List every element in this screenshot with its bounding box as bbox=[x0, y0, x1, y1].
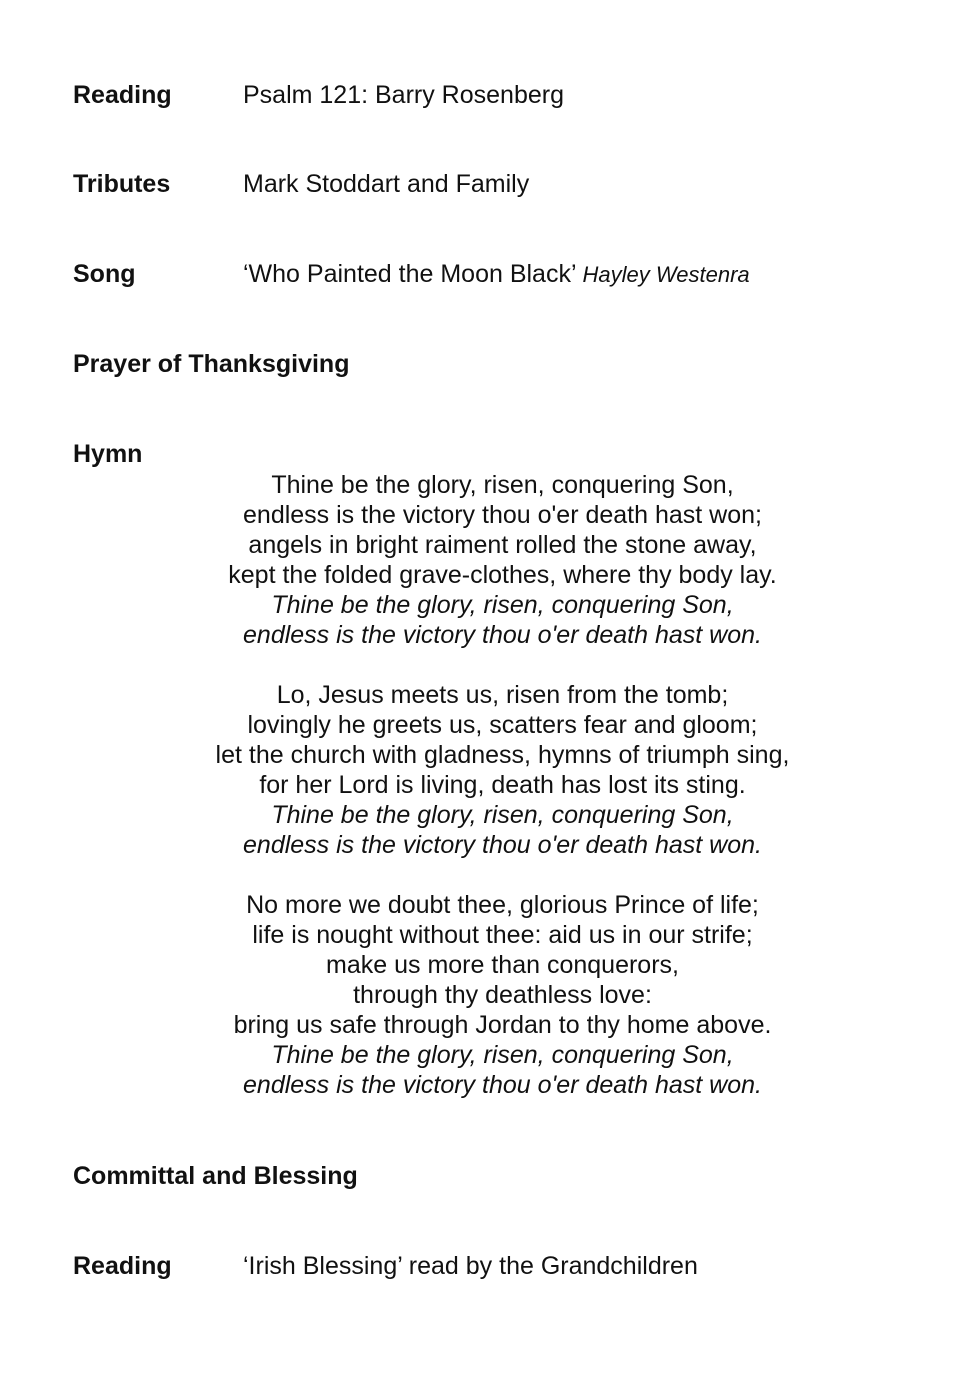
hymn-refrain-line: endless is the victory thou o'er death hast won. bbox=[243, 831, 762, 859]
hymn-verse bbox=[200, 470, 805, 650]
hymn-line: Thine be the glory, risen, conquering Son, bbox=[271, 471, 734, 499]
hymn-refrain-line: endless is the victory thou o'er death hast won. bbox=[243, 1071, 762, 1099]
closing-reading-value: ‘Irish Blessing’ read by the Grandchildren bbox=[243, 1252, 698, 1280]
hymn-refrain-line: Thine be the glory, risen, conquering Son, bbox=[271, 1041, 734, 1069]
closing-reading-label: Reading bbox=[73, 1252, 172, 1280]
hymn-label: Hymn bbox=[73, 440, 143, 468]
hymn-text bbox=[200, 470, 805, 1130]
hymn-line: let the church with gladness, hymns of triumph sing, bbox=[215, 741, 790, 769]
song-value bbox=[243, 259, 750, 290]
reading-label: Reading bbox=[73, 81, 172, 109]
hymn-verse bbox=[200, 680, 805, 860]
song-label: Song bbox=[73, 260, 136, 288]
hymn-line: life is nought without thee: aid us in our strife; bbox=[252, 921, 753, 949]
hymn-verse bbox=[200, 890, 805, 1100]
hymn-refrain-line: Thine be the glory, risen, conquering Son, bbox=[271, 801, 734, 829]
hymn-line: make us more than conquerors, bbox=[326, 951, 679, 979]
hymn-line: bring us safe through Jordan to thy home above. bbox=[233, 1011, 772, 1039]
song-performer: Hayley Westenra bbox=[582, 262, 750, 287]
hymn-line: endless is the victory thou o'er death hast won; bbox=[243, 501, 762, 529]
hymn-line: angels in bright raiment rolled the stone away, bbox=[248, 531, 757, 559]
tributes-value: Mark Stoddart and Family bbox=[243, 170, 530, 198]
hymn-line: lovingly he greets us, scatters fear and gloom; bbox=[247, 711, 758, 739]
hymn-line: Lo, Jesus meets us, risen from the tomb; bbox=[276, 681, 729, 709]
reading-value: Psalm 121: Barry Rosenberg bbox=[243, 81, 564, 109]
tributes-label: Tributes bbox=[73, 170, 171, 198]
prayer-heading: Prayer of Thanksgiving bbox=[73, 350, 350, 378]
song-title: ‘Who Painted the Moon Black’ bbox=[243, 260, 576, 288]
hymn-line: No more we doubt thee, glorious Prince of life; bbox=[246, 891, 759, 919]
hymn-line: kept the folded grave-clothes, where thy body lay. bbox=[228, 561, 777, 589]
hymn-line: through thy deathless love: bbox=[353, 981, 652, 1009]
committal-heading: Committal and Blessing bbox=[73, 1162, 358, 1190]
hymn-line: for her Lord is living, death has lost its sting. bbox=[259, 771, 746, 799]
hymn-refrain-line: endless is the victory thou o'er death hast won. bbox=[243, 621, 762, 649]
hymn-refrain-line: Thine be the glory, risen, conquering Son, bbox=[271, 591, 734, 619]
